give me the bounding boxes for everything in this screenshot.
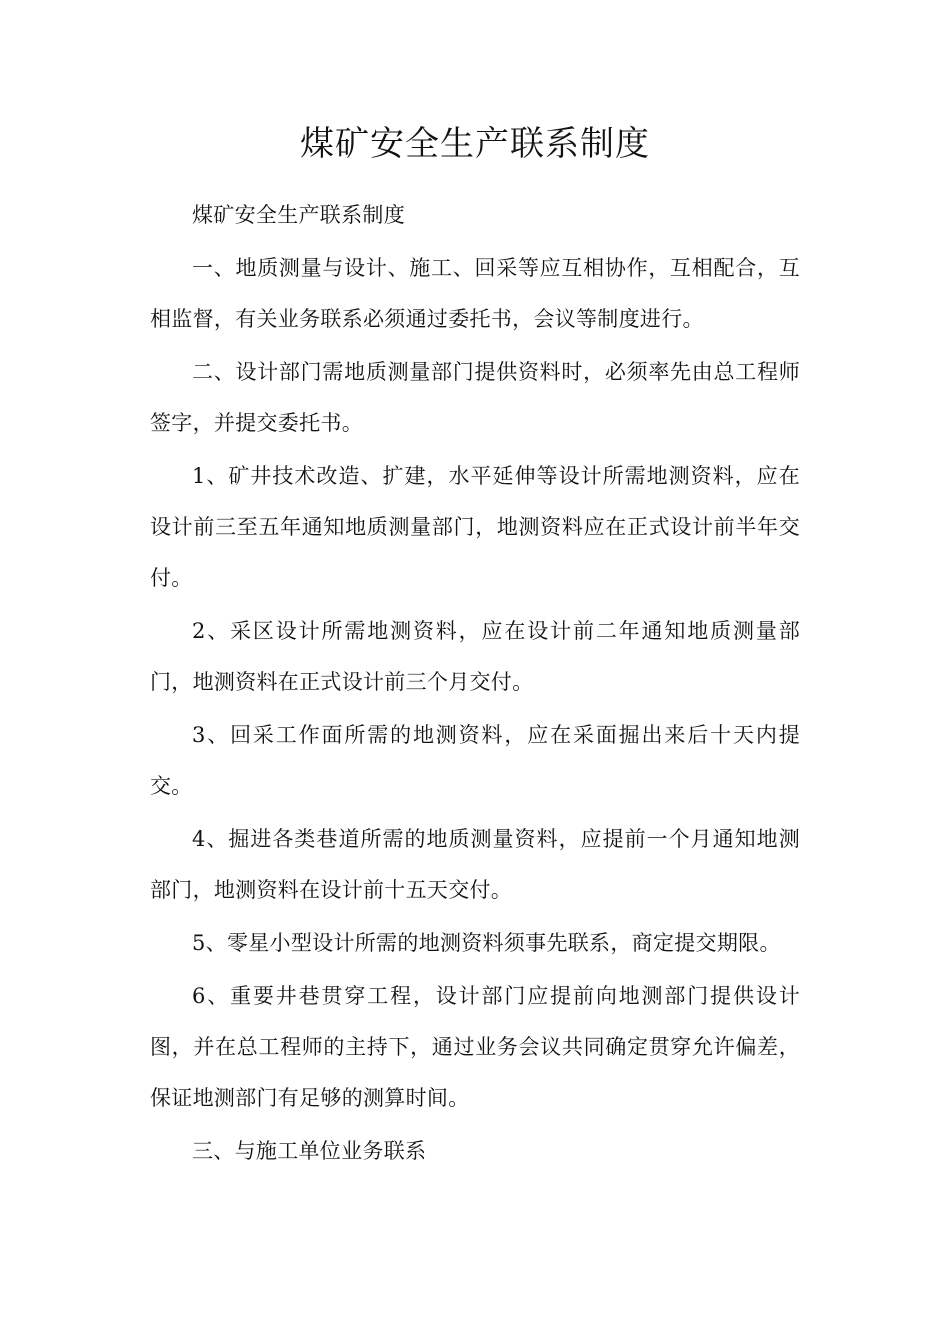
document-title: 煤矿安全生产联系制度 <box>300 124 650 164</box>
paragraph-subtitle: 煤矿安全生产联系制度 <box>192 203 405 227</box>
paragraph-section-3: 三、与施工单位业务联系 <box>192 1139 427 1163</box>
paragraph-section-1: 一、地质测量与设计、施工、回采等应互相协作，互相配合，互相监督，有关业务联系必须通过委托书，会议等制度进行。 <box>150 256 800 331</box>
paragraph-item-1: 1、矿井技术改造、扩建，水平延伸等设计所需地测资料，应在设计前三至五年通知地质测量部门，地测资料应在正式设计前半年交付。 <box>150 464 800 590</box>
paragraph-item-6: 6、重要井巷贯穿工程，设计部门应提前向地测部门提供设计图，并在总工程师的主持下，通过业务会议共同确定贯穿允许偏差，保证地测部门有足够的测算时间。 <box>150 984 800 1110</box>
paragraph-section-2: 二、设计部门需地质测量部门提供资料时，必须率先由总工程师签字，并提交委托书。 <box>150 360 800 435</box>
paragraph-item-5: 5、零星小型设计所需的地测资料须事先联系，商定提交期限。 <box>192 931 781 955</box>
paragraph-item-2: 2、采区设计所需地测资料，应在设计前二年通知地质测量部门，地测资料在正式设计前三个月交付。 <box>150 619 800 694</box>
document-body <box>150 190 800 1179</box>
paragraph-item-4: 4、掘进各类巷道所需的地质测量资料，应提前一个月通知地测部门，地测资料在设计前十五天交付。 <box>150 827 800 902</box>
paragraph-item-3: 3、回采工作面所需的地测资料，应在采面掘出来后十天内提交。 <box>150 723 800 798</box>
